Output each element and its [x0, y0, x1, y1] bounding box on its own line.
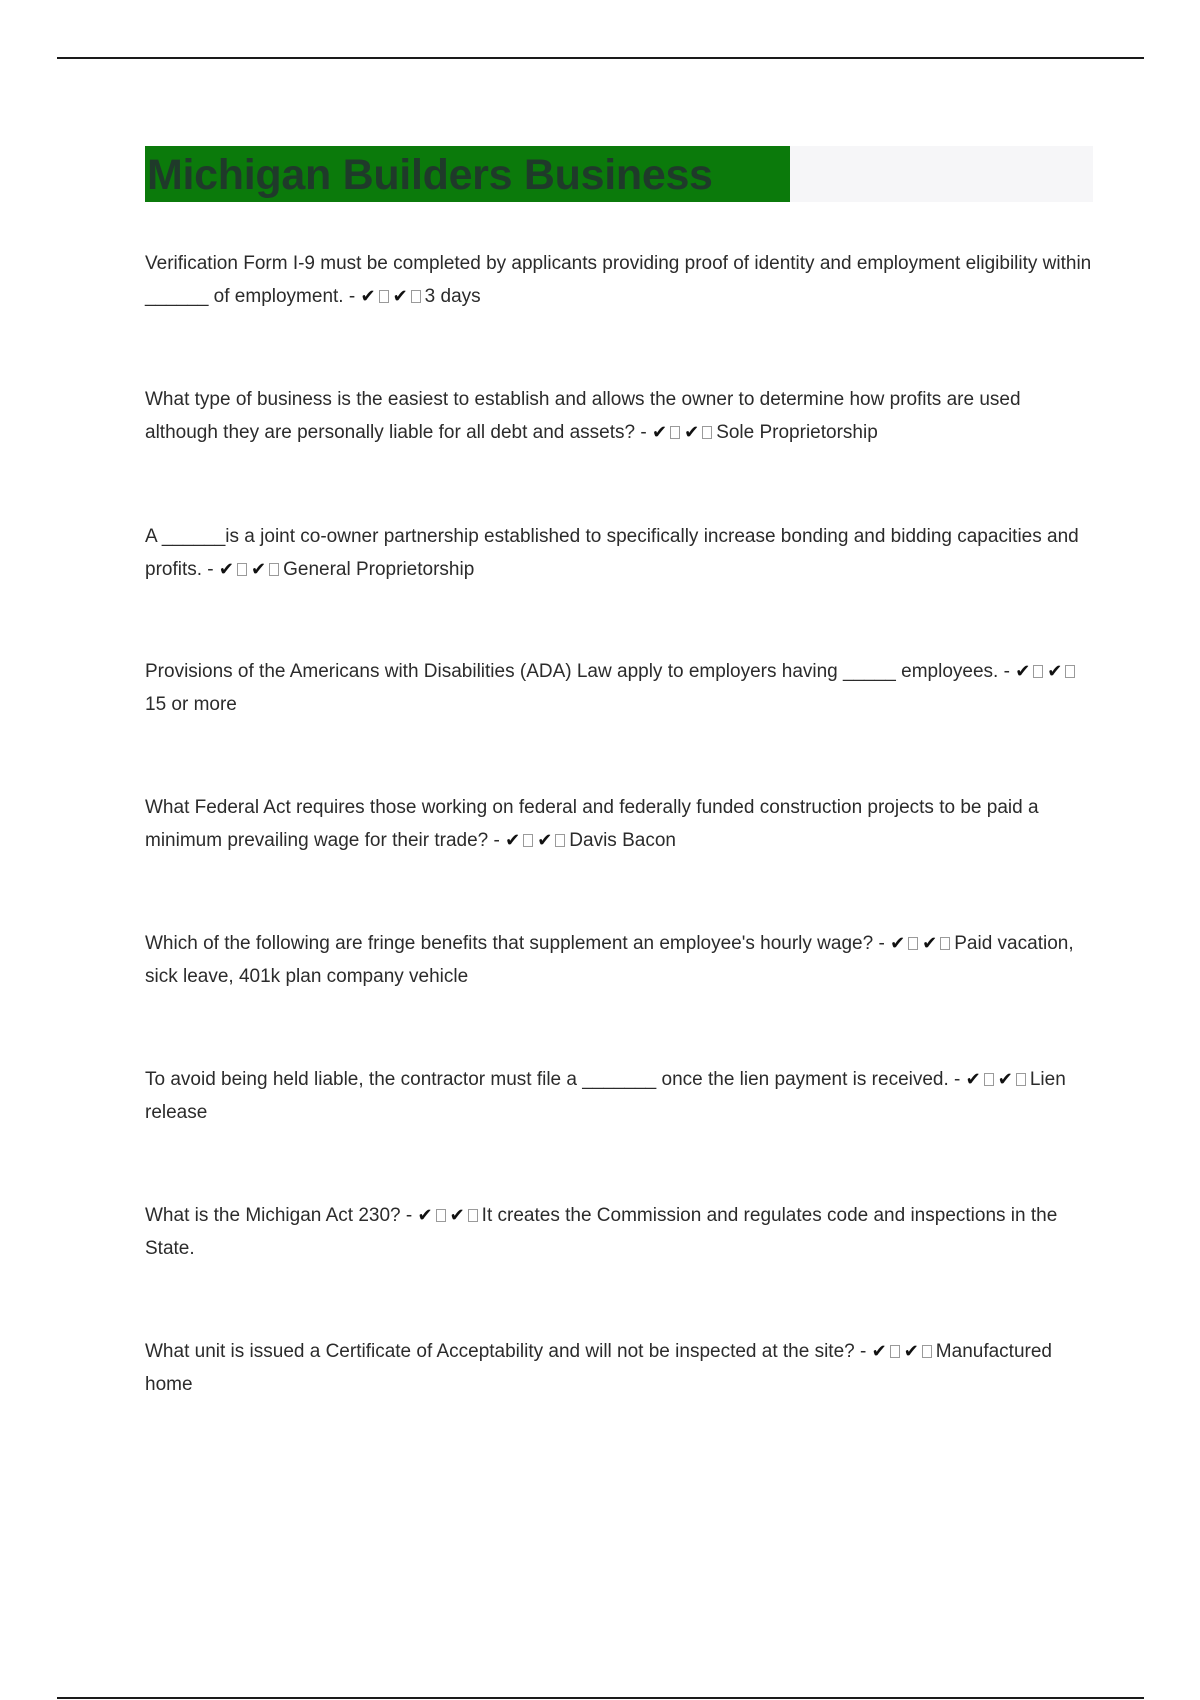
answer-text: Sole Proprietorship — [716, 421, 878, 443]
check-icon: ✔ — [652, 421, 668, 443]
check-icon: ✔ — [997, 1069, 1013, 1090]
check-icon: ✔ — [251, 558, 267, 580]
box-icon — [269, 563, 279, 576]
check-icon: ✔ — [537, 829, 553, 851]
check-icon: ✔ — [922, 933, 938, 954]
check-icon: ✔ — [1047, 661, 1063, 682]
qa-item — [145, 656, 1093, 721]
box-icon — [984, 1073, 994, 1086]
qa-item — [145, 1200, 1093, 1265]
box-icon — [237, 563, 247, 576]
check-icon: ✔ — [449, 1205, 465, 1226]
question-text: To avoid being held liable, the contractor must file a _______ once the lien payment is received. — [145, 1069, 949, 1090]
box-icon — [436, 1209, 446, 1222]
question-text: What unit is issued a Certificate of Acceptability and will not be inspected at the site? — [145, 1341, 855, 1362]
answer-text: General Proprietorship — [283, 558, 475, 580]
qa-item — [145, 521, 1093, 586]
box-icon — [379, 290, 389, 303]
question-text: What is the Michigan Act 230? — [145, 1205, 401, 1226]
qa-item — [145, 1336, 1093, 1401]
check-icon: ✔ — [684, 421, 700, 443]
qa-item — [145, 792, 1093, 857]
box-icon — [702, 426, 712, 439]
box-icon — [411, 290, 421, 303]
answer-text: 3 days — [424, 285, 481, 307]
top-rule — [57, 57, 1144, 59]
box-icon — [940, 937, 950, 950]
separator: - — [998, 661, 1016, 682]
box-icon — [922, 1345, 932, 1358]
check-icon: ✔ — [890, 933, 906, 954]
title-band — [145, 146, 1093, 202]
answer-text: Davis Bacon — [569, 829, 676, 851]
question-text: What type of business is the easiest to establish and allows the owner to determine how profits are used although they are personally liable for all debt and assets? — [145, 389, 1021, 443]
box-icon — [1065, 665, 1075, 678]
box-icon — [890, 1345, 900, 1358]
box-icon — [1016, 1073, 1026, 1086]
bottom-rule — [57, 1697, 1144, 1699]
answer-text: It creates the Commission and regulates code and inspections in the State. — [145, 1205, 1058, 1259]
separator: - — [635, 421, 652, 443]
qa-item — [145, 928, 1093, 993]
page-title: Michigan Builders Business — [147, 151, 713, 199]
box-icon — [908, 937, 918, 950]
answer-text: Paid vacation, sick leave, 401k plan company vehicle — [145, 933, 1074, 987]
check-icon: ✔ — [871, 1341, 887, 1362]
box-icon — [468, 1209, 478, 1222]
box-icon — [555, 834, 565, 847]
qa-item — [145, 1064, 1093, 1129]
box-icon — [670, 426, 680, 439]
separator: - — [854, 1341, 872, 1362]
check-icon: ✔ — [505, 829, 521, 851]
box-icon — [1033, 665, 1043, 678]
separator: - — [400, 1205, 418, 1226]
question-text: Verification Form I-9 must be completed by applicants providing proof of identity and employment eligibility within ______ of employment. — [145, 253, 1092, 307]
check-icon: ✔ — [417, 1205, 433, 1226]
box-icon — [523, 834, 533, 847]
check-icon: ✔ — [392, 285, 408, 307]
question-text: A ______is a joint co-owner partnership established to specifically increase bonding and bidding capacities and profits. — [145, 526, 1079, 580]
separator: - — [343, 285, 361, 307]
separator: - — [948, 1069, 966, 1090]
answer-text: Lien release — [145, 1069, 1066, 1123]
qa-item — [145, 248, 1093, 313]
check-icon: ✔ — [1015, 661, 1031, 682]
separator: - — [488, 829, 506, 851]
check-icon: ✔ — [903, 1341, 919, 1362]
document-body — [145, 146, 1093, 1395]
separator: - — [202, 558, 219, 580]
qa-item — [145, 384, 1093, 449]
question-text: Provisions of the Americans with Disabilities (ADA) Law apply to employers having _____ employees. — [145, 661, 999, 682]
question-text: Which of the following are fringe benefits that supplement an employee's hourly wage? — [145, 933, 874, 954]
answer-text: Manufactured home — [145, 1341, 1052, 1395]
check-icon: ✔ — [360, 285, 376, 307]
check-icon: ✔ — [965, 1069, 981, 1090]
question-text: What Federal Act requires those working on federal and federally funded construction projects to be paid a minimum prevailing wage for their trade? — [145, 797, 1039, 851]
check-icon: ✔ — [218, 558, 235, 580]
answer-text: 15 or more — [145, 693, 237, 715]
separator: - — [873, 933, 891, 954]
